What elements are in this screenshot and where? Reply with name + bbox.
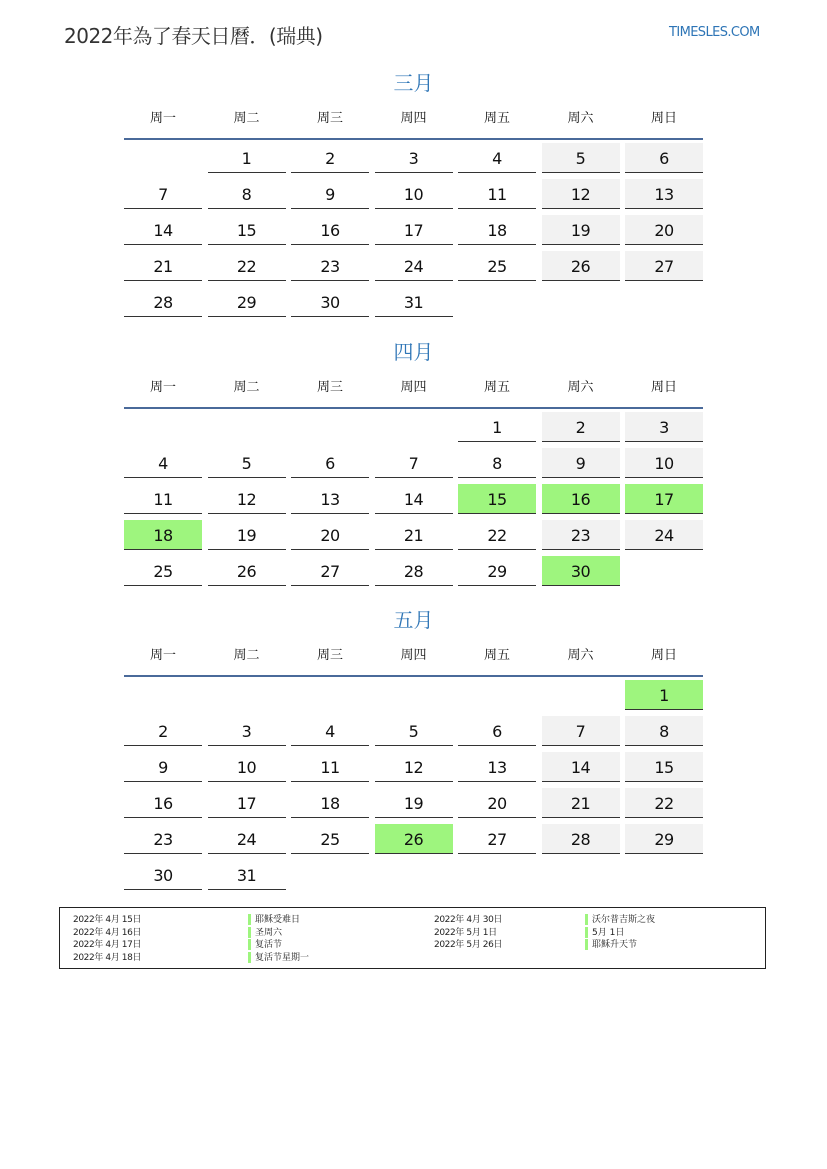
day-cell: 8 xyxy=(208,179,286,209)
weekday-header xyxy=(124,376,703,396)
day-cell: 9 xyxy=(542,448,620,478)
weekday-label: 周一 xyxy=(149,380,176,395)
weekday-label: 周二 xyxy=(233,111,260,126)
day-cell: 18 xyxy=(291,788,369,818)
day-cell: 12 xyxy=(375,752,453,782)
holiday-legend xyxy=(59,907,766,969)
holiday-cell: 26 xyxy=(375,824,453,854)
holiday-color-marker xyxy=(585,927,588,938)
day-cell: 11 xyxy=(124,484,202,514)
legend-date: 2022年 4月 16日 xyxy=(73,927,142,938)
legend-date: 2022年 4月 18日 xyxy=(73,952,142,963)
legend-holiday-name xyxy=(248,939,282,951)
day-cell: 14 xyxy=(124,215,202,245)
legend-holiday-label: 耶稣受难日 xyxy=(255,915,301,925)
day-cell: 10 xyxy=(625,448,703,478)
day-cell: 12 xyxy=(542,179,620,209)
weekday-label: 周日 xyxy=(650,111,677,126)
day-cell: 4 xyxy=(124,448,202,478)
legend-date: 2022年 4月 30日 xyxy=(434,915,503,925)
day-cell: 2 xyxy=(291,143,369,173)
legend-holiday-name xyxy=(248,927,282,939)
day-cell: 27 xyxy=(291,556,369,586)
day-cell: 2 xyxy=(124,716,202,746)
weekday-label: 周日 xyxy=(650,648,677,663)
day-cell: 23 xyxy=(542,520,620,550)
page-title: 2022年為了春天日曆．(瑞典) xyxy=(64,24,323,48)
holiday-cell: 1 xyxy=(625,680,703,710)
day-cell: 12 xyxy=(208,484,286,514)
weekday-label: 周五 xyxy=(483,380,510,395)
day-cell: 3 xyxy=(208,716,286,746)
holiday-cell: 16 xyxy=(542,484,620,514)
holiday-cell: 15 xyxy=(458,484,536,514)
weekday-label: 周五 xyxy=(483,648,510,663)
day-cell: 6 xyxy=(291,448,369,478)
legend-date: 2022年 4月 17日 xyxy=(73,940,142,950)
day-cell: 16 xyxy=(291,215,369,245)
weekday-header xyxy=(124,644,703,664)
day-cell: 28 xyxy=(124,287,202,317)
day-cell: 24 xyxy=(375,251,453,281)
day-cell: 13 xyxy=(458,752,536,782)
day-cell: 20 xyxy=(625,215,703,245)
day-cell: 13 xyxy=(291,484,369,514)
header-rule xyxy=(124,675,703,677)
day-cell: 21 xyxy=(124,251,202,281)
day-cell: 29 xyxy=(208,287,286,317)
month-april xyxy=(124,340,703,581)
day-cell: 9 xyxy=(124,752,202,782)
day-cell: 6 xyxy=(625,143,703,173)
day-cell: 1 xyxy=(458,412,536,442)
legend-holiday-label: 耶稣升天节 xyxy=(592,940,638,950)
legend-holiday-name xyxy=(585,914,655,926)
day-cell: 5 xyxy=(375,716,453,746)
day-cell: 10 xyxy=(375,179,453,209)
day-cell: 26 xyxy=(208,556,286,586)
weekday-label: 周日 xyxy=(650,380,677,395)
day-cell: 1 xyxy=(208,143,286,173)
legend-holiday-label: 复活节星期一 xyxy=(255,952,310,963)
day-cell: 28 xyxy=(542,824,620,854)
holiday-cell: 30 xyxy=(542,556,620,586)
day-cell: 22 xyxy=(458,520,536,550)
weekday-label: 周三 xyxy=(316,380,343,395)
day-cell: 29 xyxy=(458,556,536,586)
header-rule xyxy=(124,138,703,140)
legend-holiday-name xyxy=(585,939,637,951)
day-cell: 25 xyxy=(124,556,202,586)
day-cell: 15 xyxy=(208,215,286,245)
weekday-label: 周二 xyxy=(233,648,260,663)
day-cell: 27 xyxy=(458,824,536,854)
day-cell: 16 xyxy=(124,788,202,818)
day-cell: 30 xyxy=(124,860,202,890)
holiday-cell: 18 xyxy=(124,520,202,550)
day-cell: 27 xyxy=(625,251,703,281)
day-cell: 8 xyxy=(625,716,703,746)
day-cell: 4 xyxy=(291,716,369,746)
month-title: 三月 xyxy=(393,71,434,95)
legend-date: 2022年 5月 1日 xyxy=(434,927,497,938)
header-rule xyxy=(124,407,703,409)
legend-holiday-name xyxy=(248,914,300,926)
legend-date: 2022年 4月 15日 xyxy=(73,915,142,925)
day-cell: 21 xyxy=(542,788,620,818)
day-cell: 26 xyxy=(542,251,620,281)
weekday-label: 周三 xyxy=(316,648,343,663)
weekday-header xyxy=(124,107,703,127)
weekday-label: 周六 xyxy=(567,648,594,663)
day-cell: 23 xyxy=(124,824,202,854)
day-cell: 20 xyxy=(291,520,369,550)
weekday-label: 周四 xyxy=(400,111,427,126)
day-cell: 13 xyxy=(625,179,703,209)
holiday-color-marker xyxy=(248,914,251,925)
weekday-label: 周五 xyxy=(483,111,510,126)
holiday-color-marker xyxy=(585,914,588,925)
day-cell: 11 xyxy=(458,179,536,209)
day-cell: 19 xyxy=(542,215,620,245)
weekday-label: 周四 xyxy=(400,380,427,395)
day-cell: 17 xyxy=(375,215,453,245)
site-link[interactable]: TIMESLES.COM xyxy=(669,25,760,40)
day-cell: 23 xyxy=(291,251,369,281)
month-march xyxy=(124,71,703,312)
day-cell: 24 xyxy=(625,520,703,550)
legend-holiday-label: 沃尔普吉斯之夜 xyxy=(592,915,656,925)
day-cell: 14 xyxy=(542,752,620,782)
day-cell: 22 xyxy=(625,788,703,818)
day-cell: 8 xyxy=(458,448,536,478)
day-cell: 25 xyxy=(458,251,536,281)
legend-holiday-name xyxy=(585,927,624,939)
holiday-color-marker xyxy=(585,939,588,950)
day-cell: 18 xyxy=(458,215,536,245)
day-cell: 7 xyxy=(124,179,202,209)
day-cell: 31 xyxy=(208,860,286,890)
legend-date: 2022年 5月 26日 xyxy=(434,940,503,950)
weekday-label: 周六 xyxy=(567,380,594,395)
holiday-color-marker xyxy=(248,927,251,938)
day-cell: 4 xyxy=(458,143,536,173)
day-cell: 21 xyxy=(375,520,453,550)
day-cell: 3 xyxy=(375,143,453,173)
weekday-label: 周一 xyxy=(149,111,176,126)
legend-holiday-label: 复活节 xyxy=(255,940,283,950)
day-cell: 25 xyxy=(291,824,369,854)
month-title: 五月 xyxy=(393,608,434,632)
legend-holiday-name xyxy=(248,952,309,964)
weekday-label: 周一 xyxy=(149,648,176,663)
day-cell: 19 xyxy=(208,520,286,550)
day-cell: 9 xyxy=(291,179,369,209)
day-cell: 30 xyxy=(291,287,369,317)
day-cell: 5 xyxy=(542,143,620,173)
day-cell: 31 xyxy=(375,287,453,317)
day-cell: 14 xyxy=(375,484,453,514)
month-may xyxy=(124,608,703,885)
weekday-label: 周四 xyxy=(400,648,427,663)
day-cell: 22 xyxy=(208,251,286,281)
day-cell: 20 xyxy=(458,788,536,818)
weekday-label: 周二 xyxy=(233,380,260,395)
legend-holiday-label: 圣周六 xyxy=(255,927,283,938)
day-cell: 11 xyxy=(291,752,369,782)
holiday-color-marker xyxy=(248,952,251,963)
day-cell: 5 xyxy=(208,448,286,478)
day-cell: 24 xyxy=(208,824,286,854)
day-cell: 17 xyxy=(208,788,286,818)
month-title: 四月 xyxy=(393,340,434,364)
holiday-cell: 17 xyxy=(625,484,703,514)
legend-holiday-label: 5月 1日 xyxy=(592,927,625,938)
day-cell: 19 xyxy=(375,788,453,818)
day-cell: 6 xyxy=(458,716,536,746)
day-cell: 10 xyxy=(208,752,286,782)
day-cell: 15 xyxy=(625,752,703,782)
day-cell: 28 xyxy=(375,556,453,586)
day-cell: 7 xyxy=(542,716,620,746)
weekday-label: 周六 xyxy=(567,111,594,126)
day-cell: 3 xyxy=(625,412,703,442)
weekday-label: 周三 xyxy=(316,111,343,126)
holiday-color-marker xyxy=(248,939,251,950)
day-cell: 29 xyxy=(625,824,703,854)
day-cell: 7 xyxy=(375,448,453,478)
day-cell: 2 xyxy=(542,412,620,442)
